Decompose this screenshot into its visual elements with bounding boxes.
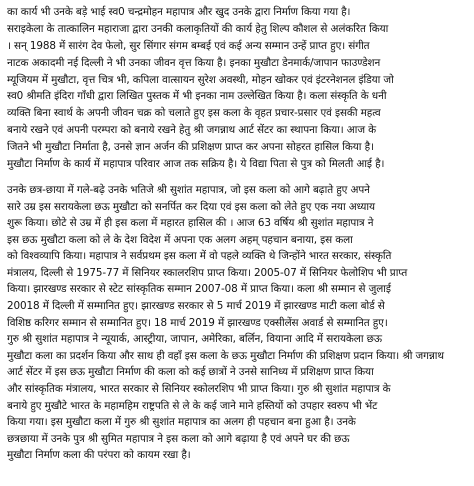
text-line: म्यूजियम में मुखौटा, वृत्त चित्र भी, कपिला वात्सायन सुरेश अवस्थी, मोहन खोकर एवं इंटरनेशनल इंडिया जो bbox=[7, 73, 394, 86]
text-line: व्यक्ति बिना स्वार्थ के अपनी जीवन चक्र को चलाते हुए इस कला के वृहत प्रचार-प्रसार एवं इसकी महत्व bbox=[7, 107, 381, 120]
text-line: मुखौटा निर्माण कला की परंपरा को कायम रखा है। bbox=[7, 449, 191, 462]
text-line: नाटक अकादमी नई दिल्ली ने भी उनका जीवन वृत्त किया है। इनका मुखौटा डेनमार्क/जापान फाउण्डेशन bbox=[7, 56, 381, 69]
paragraph-sushant-mahapatra bbox=[7, 182, 468, 464]
text-line: मुखौटा कला का प्रदर्शन किया और साथ ही वहाँ इस कला के छऊ मुखौटा निर्माण की प्रशिक्षण प्रदान किया। श्री जगन्नाथ bbox=[7, 349, 444, 362]
text-line: को विश्वव्यापि किया। महापात्र ने सर्वप्रथम इस कला में वो पहले व्यक्ति थे जिन्होंने भारत सरकार, संस्कृति bbox=[7, 250, 392, 263]
paragraph-mahapatra-family-history bbox=[7, 4, 468, 173]
text-line: गुरु श्री सुशांत महापात्र ने न्यूयार्क, आस्ट्रीया, जापान, अमेरिका, बर्लिन, वियाना आदि में सरायकेला छऊ bbox=[7, 333, 382, 346]
text-line: शुरू किया। छोटे से उम्र में ही इस कला में महारत हासिल की । आज 63 वर्षिय श्री सुशांत महापात्र ने bbox=[7, 217, 374, 230]
text-line: सराइकेला के तात्कालिन महाराजा द्वारा उनकी कलाकृतियों की कार्य हेतु शिल्प कौशल से अलंकरित किया bbox=[7, 22, 389, 35]
text-line: जितने भी मुखौटा निर्माता है, उनसे ज्ञान अर्जन की प्रशिक्षण प्राप्त कर अपना सोहरत हासिल किया है। bbox=[7, 141, 374, 154]
text-line: आर्ट सेंटर में इस छऊ मुखौटा निर्माण की कला को कई छात्रों ने उनसे सानिध्य में प्रशिक्षण प्राप्त किया bbox=[7, 366, 374, 379]
text-line: छत्रछाया में उनके पुत्र श्री सुमित महापात्र ने इस कला को आगे बढ़ाया है एवं अपने घर की छऊ bbox=[7, 432, 350, 445]
text-line: और सांस्कृतिक मंत्रालय, भारत सरकार से सिनियर स्कोलरशिप भी प्राप्त किया। गुरु श्री सुशांत महापात्र के bbox=[7, 383, 391, 396]
text-line: किया। झारखण्ड सरकार से स्टेट सांस्कृतिक सम्मान 2007-08 में प्राप्त किया। कला श्री सम्मान से जुलाई bbox=[7, 283, 391, 296]
text-line: बनाये हुए मुखौटे भारत के महामहिम राष्ट्रपति से ले के कई जाने माने हस्तियों को उपहार स्वरुप भी भेंट bbox=[7, 399, 378, 412]
text-line: । सन् 1988 में सारंग देव फेलो, सुर सिंगार संगम बम्बई एवं कई अन्य सम्मान उन्हें प्राप्त हुए। संगीत bbox=[7, 39, 370, 52]
text-line: बनाये रखने एवं अपनी परम्परा को बनाये रखने हेतु श्री जगन्नाथ आर्ट सेंटर का स्थापना किया। आज के bbox=[7, 124, 377, 137]
text-line: विशिष्ठ करिगर सम्मान से सम्मानित हुए। 18 मार्च 2019 में झारखण्ड एक्सीलेंस अवार्ड से सम्मानित हुए। bbox=[7, 316, 388, 329]
text-line: का कार्य भी उनके बड़े भाई स्व0 चन्द्रमोहन महापात्र और खुद उनके द्वारा निर्माण किया गया है। bbox=[7, 6, 351, 18]
text-line: किया गया। इस मुखौटा कला में गुरु श्री सुशांत महापात्र का अलग ही पहचान बना हुआ है। उनके bbox=[7, 416, 356, 429]
text-line: स्व0 श्रीमति इंदिरा गाँधी द्वारा लिखित पुस्तक में भी इनका नाम उल्लेखित किया है। कला संस्कृति के धनी bbox=[7, 90, 387, 103]
text-line: मुखौटा निर्माण के कार्य में महापात्र परिवार आज तक सक्रिय है। ये विद्या पिता से पुत्र को मिलती आई है। bbox=[7, 158, 385, 171]
text-line: 20018 में दिल्ली में सम्मानित हुए। झारखण्ड सरकार से 5 मार्च 2019 में झारखण्ड माटी कला बोर्ड से bbox=[7, 300, 385, 313]
text-line: उनके छत्र-छाया में गले-बढ़े उनके भतिजे श्री सुशांत महापात्र, जो इस कला को आगे बढ़ाते हुए अपने bbox=[7, 183, 370, 196]
text-line: मंत्रालय, दिल्ली से 1975-77 में सिनियर स्कालरशिप प्राप्त किया। 2005-07 में सिनियर फेलोशिप भी प्राप्त bbox=[7, 266, 408, 279]
text-line: इस छऊ मुखौटा कला को ले के देश विदेश में अपना एक अलग अहम् पहचान बनाया, इस कला bbox=[7, 233, 353, 246]
text-line: सारे उम्र इस सरायकेला छऊ मुखौटा को सनर्पित कर दिया एवं इस कला को लेते हुए एक नया अध्याय bbox=[7, 200, 375, 213]
